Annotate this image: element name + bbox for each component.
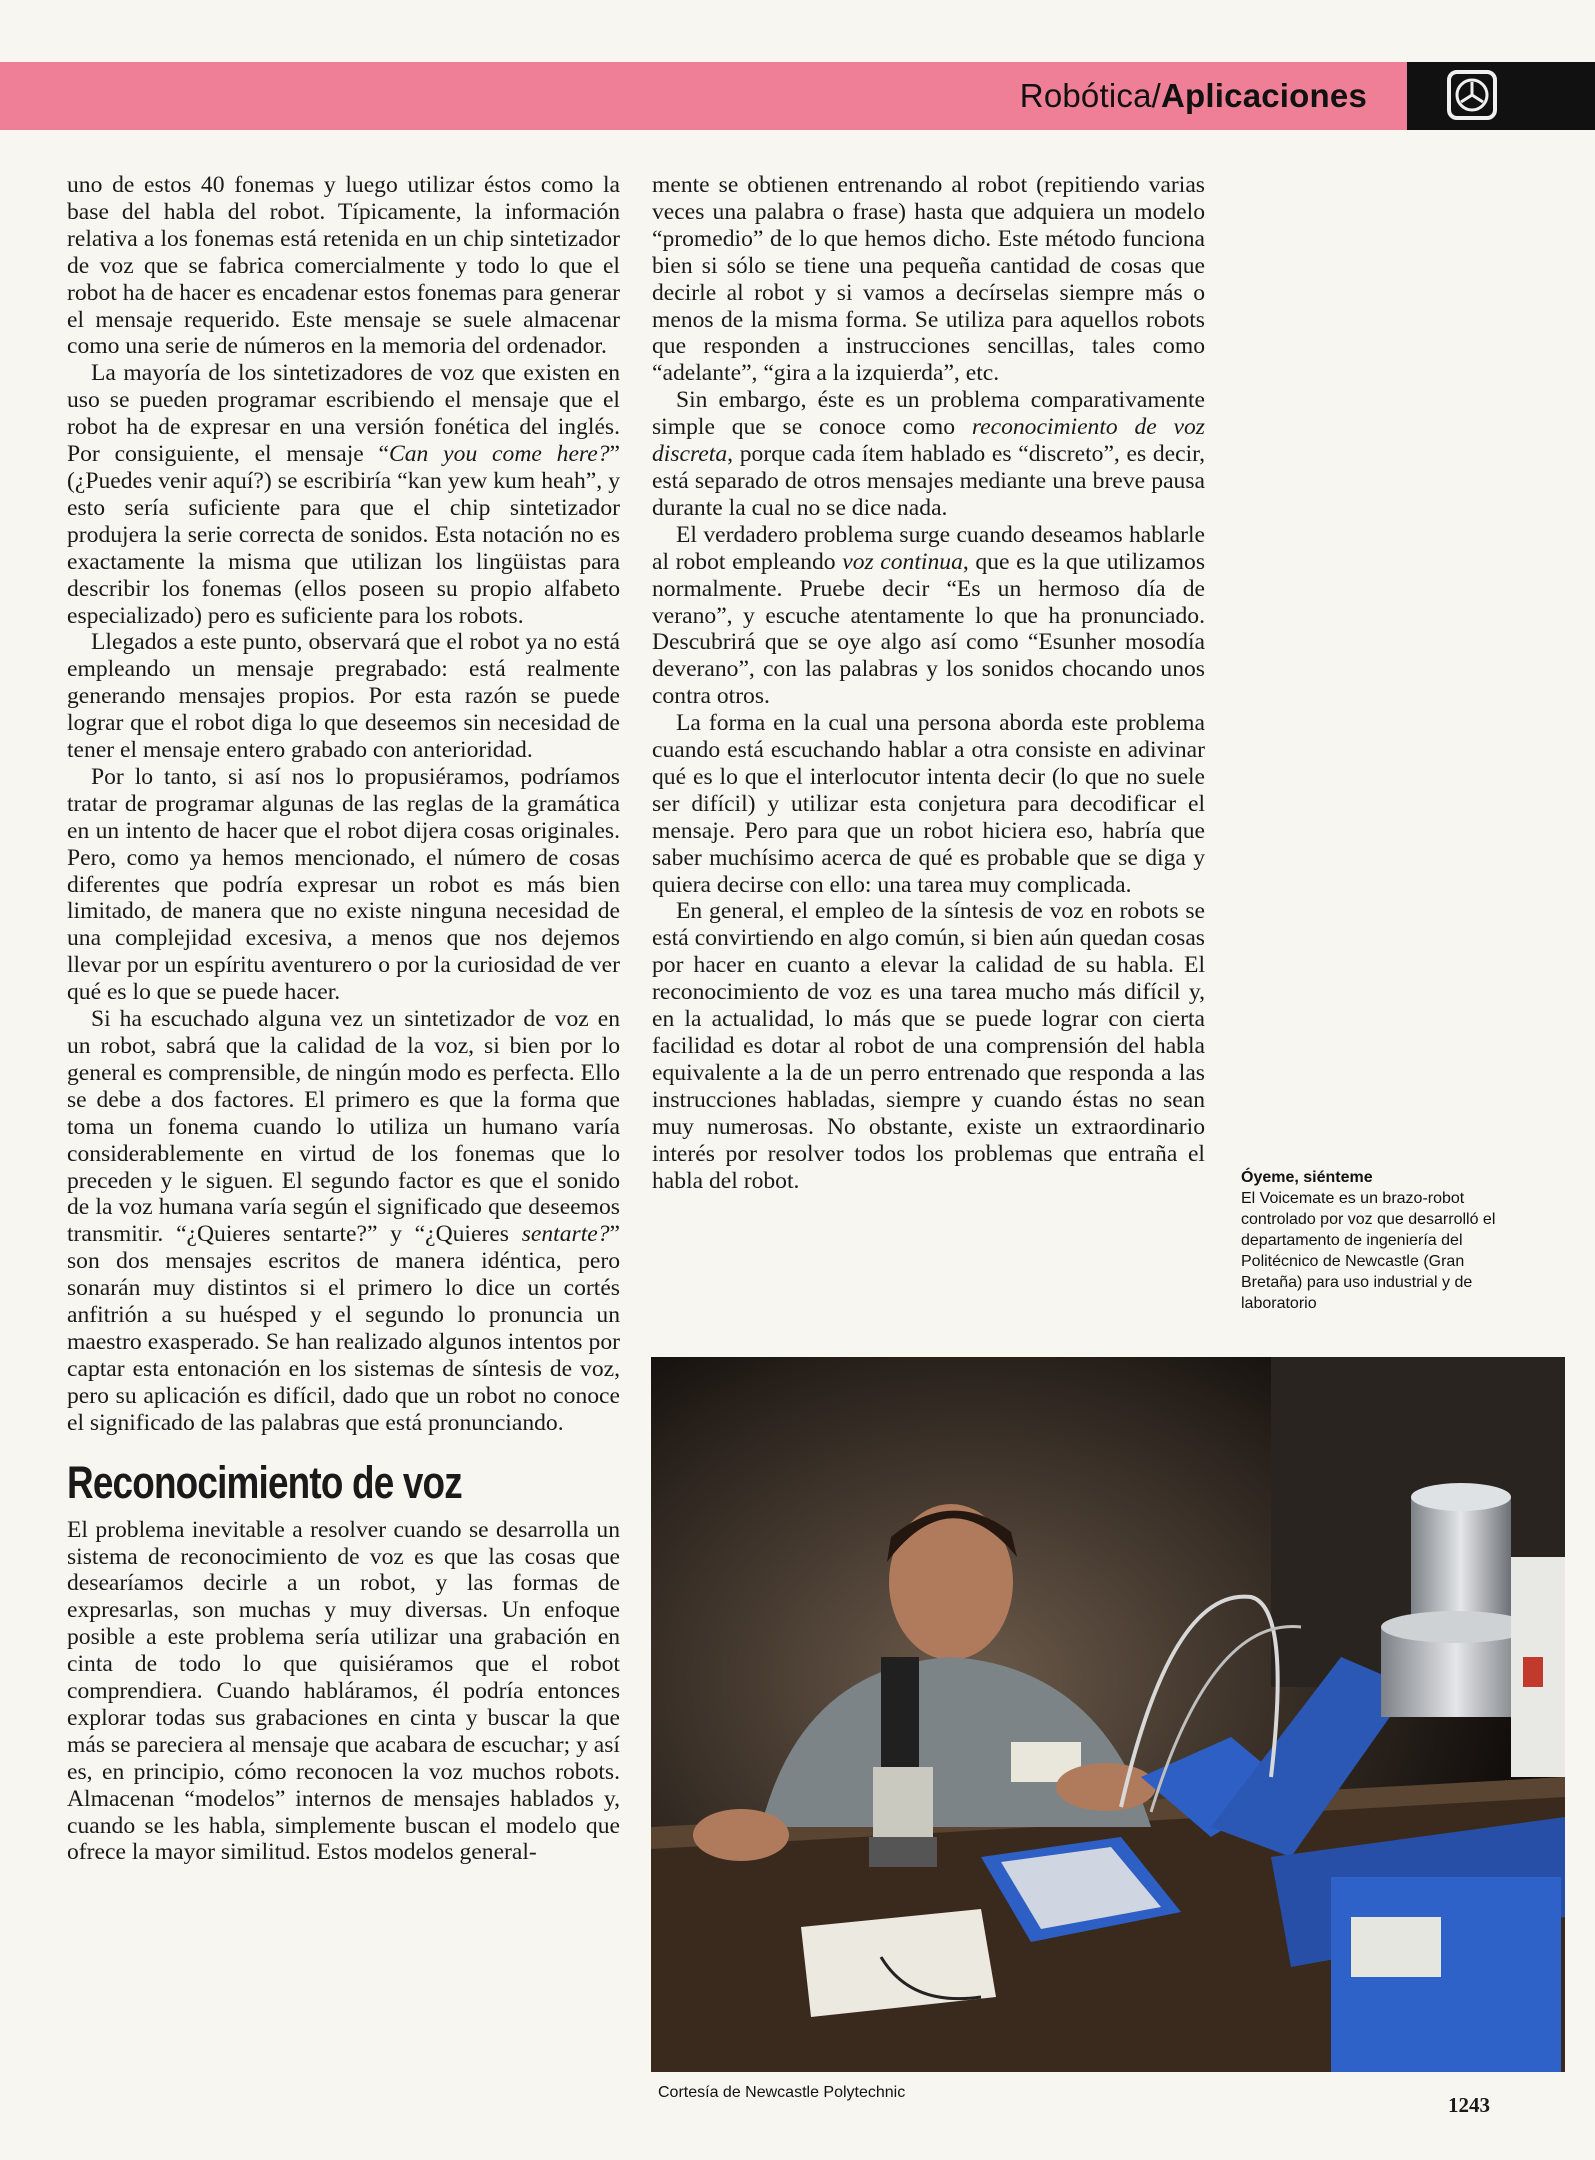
paragraph: El verdadero problema surge cuando deseamos hablarle al robot empleando voz continua, que es la que utilizamos normalmente. Pruebe decir “Es un hermoso día de verano”, y escuche atentamente lo que ha pronunciado. Descubrirá que se oye algo así como “Esunher mosodía deverano”, con las palabras y los sonidos chocando unos contra otros. <box>652 521 1205 710</box>
header-section: Robótica/ <box>1019 77 1162 114</box>
section-heading: Reconocimiento de voz <box>67 1456 462 1508</box>
robot-arm-photo <box>651 1357 1565 2072</box>
header-band <box>0 62 1407 130</box>
middle-column <box>652 172 1205 1194</box>
caption-body: El Voicemate es un brazo-robot controlado por voz que desarrolló el departamento de ingeniería del Politécnico de Newcastle (Gran Bretaña) para uso industrial y de laboratorio <box>1241 1190 1496 1312</box>
paragraph: mente se obtienen entrenando al robot (repitiendo varias veces una palabra o frase) hasta que adquiera un modelo “promedio” de lo que hemos dicho. Este método funciona bien si sólo se tiene una pequeña cantidad de cosas que decirle al robot y si vamos a decírselas siempre más o menos de la misma forma. Se utiliza para aquellos robots que responden a instrucciones sencillas, tales como “adelante”, “gira a la izquierda”, etc. <box>652 172 1205 387</box>
paragraph: Llegados a este punto, observará que el robot ya no está empleando un mensaje pregrabado: está realmente generando mensajes propios. Por esta razón se puede lograr que el robot diga lo que deseemos sin necesidad de tener el mensaje entero grabado con anterioridad. <box>67 629 620 764</box>
photo-credit: Cortesía de Newcastle Polytechnic <box>658 2084 906 2101</box>
paragraph: Si ha escuchado alguna vez un sintetizador de voz en un robot, sabrá que la calidad de la voz, si bien por lo general es comprensible, de ningún modo es perfecta. Ello se debe a dos factores. El primero es que la forma que toma un fonema cuando lo utiliza un humano varía considerablemente en virtud de los fonemas que lo preceden y le siguen. El segundo factor es que el sonido de la voz humana varía según el significado que deseemos transmitir. “¿Quieres sentarte?” y “¿Quieres sentarte?” son dos mensajes escritos de manera idéntica, pero sonarán muy distintos si el primero lo dice un cortés anfitrión a su huésped y el segundo lo pronuncia un maestro exasperado. Se han realizado algunos intentos por captar esta entonación en los sistemas de síntesis de voz, pero su aplicación es difícil, dado que un robot no conoce el significado de las palabras que está pronunciando. <box>67 1006 620 1436</box>
paragraph: uno de estos 40 fonemas y luego utilizar éstos como la base del habla del robot. Típicamente, la información relativa a los fonemas está retenida en un chip sintetizador de voz que se fabrica comercialmente y todo lo que el robot ha de hacer es encadenar estos fonemas para generar el mensaje requerido. Este mensaje se suele almacenar como una serie de números en la memoria del ordenador. <box>67 172 620 360</box>
paragraph: La mayoría de los sintetizadores de voz que existen en uso se pueden programar escribiendo el mensaje que el robot ha de expresar en una versión fonética del inglés. Por consiguiente, el mensaje “Can you come here?” (¿Puedes venir aquí?) se escribiría “kan yew kum heah”, y esto sería suficiente para que el chip sintetizador produjera la serie correcta de sonidos. Esta notación no es exactamente la misma que utilizan los lingüistas para describir los fonemas (ellos poseen su propio alfabeto especializado) pero es suficiente para los robots. <box>67 360 620 629</box>
header-subsection: Aplicaciones <box>1161 77 1367 114</box>
paragraph: En general, el empleo de la síntesis de voz en robots se está convirtiendo en algo común, si bien aún quedan cosas por hacer en cuanto a elevar la calidad de su habla. El reconocimiento de voz es una tarea mucho más difícil y, en la actualidad, lo más que se puede lograr con cierta facilidad es dotar al robot de una comprensión del habla equivalente a la de un perro entrenado que responda a las instrucciones habladas, siempre y cuando éstas no sean muy numerosas. No obstante, existe un extraordinario interés por resolver todos los problemas que entraña el habla del robot. <box>652 898 1205 1194</box>
logo-box <box>1407 62 1595 130</box>
paragraph: Sin embargo, éste es un problema comparativamente simple que se conoce como reconocimiento de voz discreta, porque cada ítem hablado es “discreto”, es decir, está separado de otros mensajes mediante una breve pausa durante la cual no se dice nada. <box>652 387 1205 521</box>
page-number: 1243 <box>1448 2093 1490 2117</box>
photo-illustration <box>651 1357 1565 2072</box>
caption-title: Óyeme, siénteme <box>1241 1169 1373 1186</box>
left-column <box>67 172 620 1866</box>
robotics-emblem-icon <box>1447 70 1497 120</box>
photo-caption <box>1241 1167 1499 1314</box>
header-title <box>1020 78 1367 114</box>
paragraph: El problema inevitable a resolver cuando se desarrolla un sistema de reconocimiento de voz es que las cosas que desearíamos decirle a un robot, y las formas de expresarlas, son muchas y muy diversas. Un enfoque posible a este problema sería utilizar una grabación en cinta de todo lo que quisiéramos que el robot comprendiera. Cuando habláramos, él podría entonces explorar todas sus grabaciones en cinta y buscar la que más se pareciera al mensaje que acabara de escuchar; y así es, en principio, cómo reconocen la voz muchos robots. Almacenan “modelos” internos de mensajes hablados y, cuando se les habla, simplemente buscan el modelo que ofrece la mayor similitud. Estos modelos general- <box>67 1516 620 1866</box>
paragraph: Por lo tanto, si así nos lo propusiéramos, podríamos tratar de programar algunas de las reglas de la gramática en un intento de hacer que el robot dijera cosas originales. Pero, como ya hemos mencionado, el número de cosas diferentes que podría expresar un robot es más bien limitado, de manera que no existe ninguna necesidad de una complejidad excesiva, a menos que nos dejemos llevar por un espíritu aventurero o por la curiosidad de ver qué es lo que se puede hacer. <box>67 763 620 1006</box>
paragraph: La forma en la cual una persona aborda este problema cuando está escuchando hablar a otra consiste en adivinar qué es lo que el interlocutor intenta decir (lo que no suele ser difícil) y utilizar esta conjetura para decodificar el mensaje. Pero para que un robot hiciera eso, habría que saber muchísimo acerca de qué es probable que se diga y quiera decirse con ello: una tarea muy complicada. <box>652 710 1205 898</box>
